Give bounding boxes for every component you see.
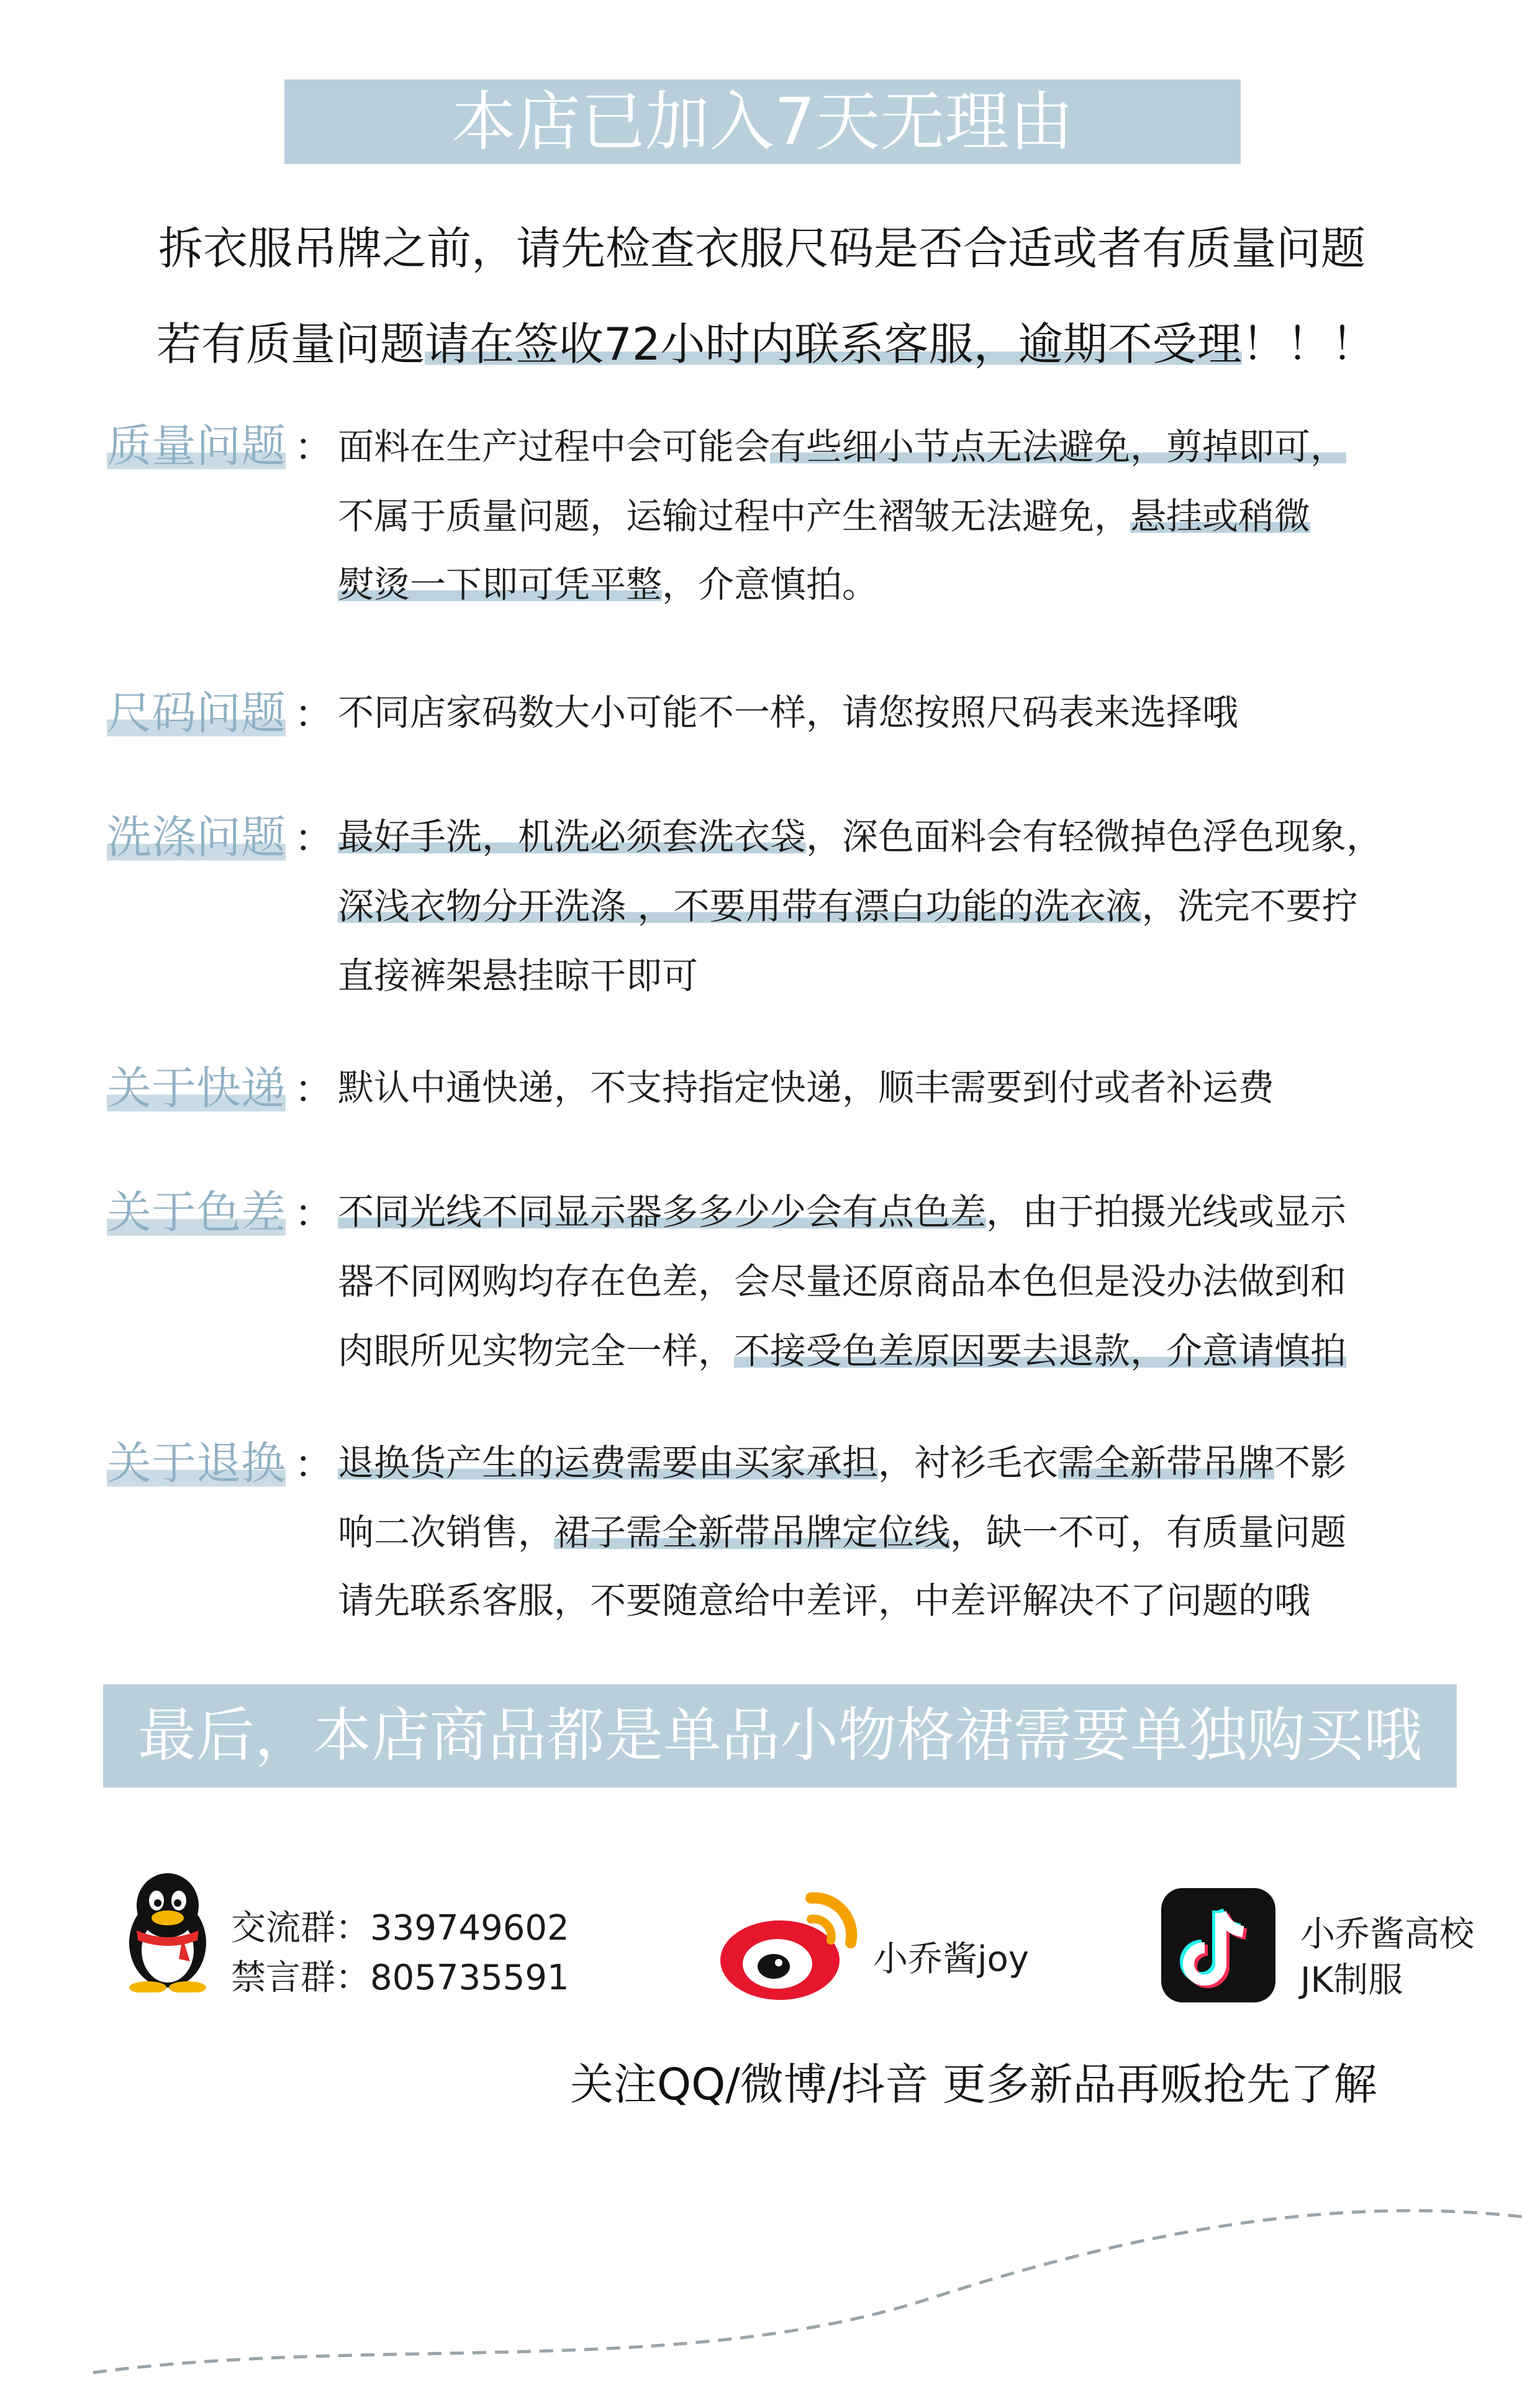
wash-line-2-highlight: 深浅衣物分开洗涤 ，不要用带有漂白功能的洗衣液 — [338, 885, 1142, 927]
section-title-color: 关于色差 — [107, 1176, 286, 1241]
weibo-account-name: 小乔酱joy — [873, 1939, 1029, 1979]
wash-line-3: 直接裤架悬挂晾干即可 — [338, 955, 699, 997]
quality-line-1-highlight: 有些细小节点无法避免，剪掉即可， — [770, 425, 1347, 468]
return-line-2 — [338, 1503, 1346, 1555]
color-line-2: 器不同网购均存在色差，会尽量还原商品本色但是没办法做到和 — [338, 1260, 1347, 1302]
intro-line-2-c: ！！！ — [1241, 318, 1376, 370]
return-line-2-a: 响二次销售， — [338, 1511, 555, 1553]
intro-line-1: 拆衣服吊牌之前，请先检查衣服尺码是否合适或者有质量问题 — [158, 222, 1366, 275]
bottom-banner — [103, 1684, 1457, 1788]
qq-group-2: 禁言群：805735591 — [231, 1958, 569, 1998]
intro-line-2-a: 若有质量问题 — [156, 318, 425, 370]
wash-line-2 — [338, 877, 1357, 929]
return-line-1-b: ，衬衫毛衣 — [878, 1442, 1059, 1484]
section-title-size: 尺码问题 — [107, 677, 286, 742]
bottom-banner-text: 最后，本店商品都是单品小物格裙需要单独购买哦 — [137, 1702, 1422, 1769]
quality-line-3-highlight: 熨烫一下即可凭平整 — [338, 563, 663, 606]
return-line-1-highlight-2: 需全新带吊牌 — [1058, 1442, 1275, 1484]
intro-line-2 — [156, 308, 1376, 373]
section-colon: ： — [294, 1066, 333, 1112]
return-line-2-highlight: 裙子需全新带吊牌定位线 — [554, 1511, 951, 1553]
section-title-wash: 洗涤问题 — [107, 801, 286, 866]
express-line-1: 默认中通快递，不支持指定快递，顺丰需要到付或者补运费 — [338, 1066, 1275, 1109]
quality-line-1 — [338, 417, 1346, 470]
color-line-1 — [338, 1183, 1346, 1235]
return-line-1-d: 不影 — [1274, 1442, 1347, 1484]
return-line-2-c: ，缺一不可，有质量问题 — [950, 1511, 1347, 1553]
color-line-1-highlight: 不同光线不同显示器多多少少会有点色差 — [338, 1191, 987, 1233]
qq-group-1: 交流群：339749602 — [231, 1908, 569, 1948]
quality-line-1-a: 面料在生产过程中会可能会 — [338, 425, 771, 468]
top-banner — [284, 80, 1241, 164]
return-line-3: 请先联系客服，不要随意给中差评，中差评解决不了问题的哦 — [338, 1579, 1311, 1622]
top-banner-text: 本店已加入7天无理由 — [451, 84, 1074, 160]
color-line-3-a: 肉眼所见实物完全一样， — [338, 1330, 735, 1372]
douyin-account-line-1: 小乔酱高校 — [1300, 1914, 1474, 1955]
follow-note: 关注QQ/微博/抖音 更多新品再贩抢先了解 — [570, 2059, 1377, 2110]
section-title-express: 关于快递 — [107, 1052, 286, 1117]
section-colon: ： — [294, 691, 333, 737]
color-line-3 — [338, 1322, 1346, 1374]
wash-line-1-b: ，深色面料会有轻微掉色浮色现象， — [806, 815, 1383, 858]
quality-line-2-highlight: 悬挂或稍微 — [1130, 495, 1311, 537]
quality-line-3 — [338, 555, 878, 607]
section-title-return: 关于退换 — [107, 1427, 286, 1492]
return-line-1-highlight: 退换货产生的运费需要由买家承担 — [338, 1442, 879, 1484]
wash-line-1 — [338, 807, 1382, 860]
section-colon: ： — [294, 1442, 333, 1487]
section-title-quality: 质量问题 — [107, 410, 286, 475]
douyin-account-line-2: JK制服 — [1300, 1960, 1403, 2001]
qq-penguin-icon — [118, 1868, 217, 1992]
quality-line-2 — [338, 487, 1310, 539]
size-line-1: 不同店家码数大小可能不一样，请您按照尺码表来选择哦 — [338, 691, 1239, 734]
section-colon: ： — [294, 1191, 333, 1236]
intro-line-2-highlight: 请在签收72小时内联系客服，逾期不受理 — [425, 318, 1242, 370]
color-line-3-highlight: 不接受色差原因要去退款，介意请慎拍 — [734, 1330, 1347, 1372]
wash-line-1-highlight: 最好手洗，机洗必须套洗衣袋 — [338, 815, 807, 858]
color-line-1-b: ，由于拍摄光线或显示 — [986, 1191, 1347, 1233]
section-colon: ： — [294, 815, 333, 861]
wash-line-2-b: ，洗完不要拧 — [1141, 885, 1358, 927]
decorative-dashed-curve — [0, 2174, 1540, 2385]
return-line-1 — [338, 1433, 1346, 1486]
quality-line-2-a: 不属于质量问题，运输过程中产生褶皱无法避免， — [338, 495, 1131, 537]
quality-line-3-b: ，介意慎拍。 — [662, 563, 879, 606]
section-colon: ： — [294, 424, 333, 470]
weibo-icon — [718, 1886, 867, 2004]
douyin-icon — [1161, 1888, 1275, 2002]
